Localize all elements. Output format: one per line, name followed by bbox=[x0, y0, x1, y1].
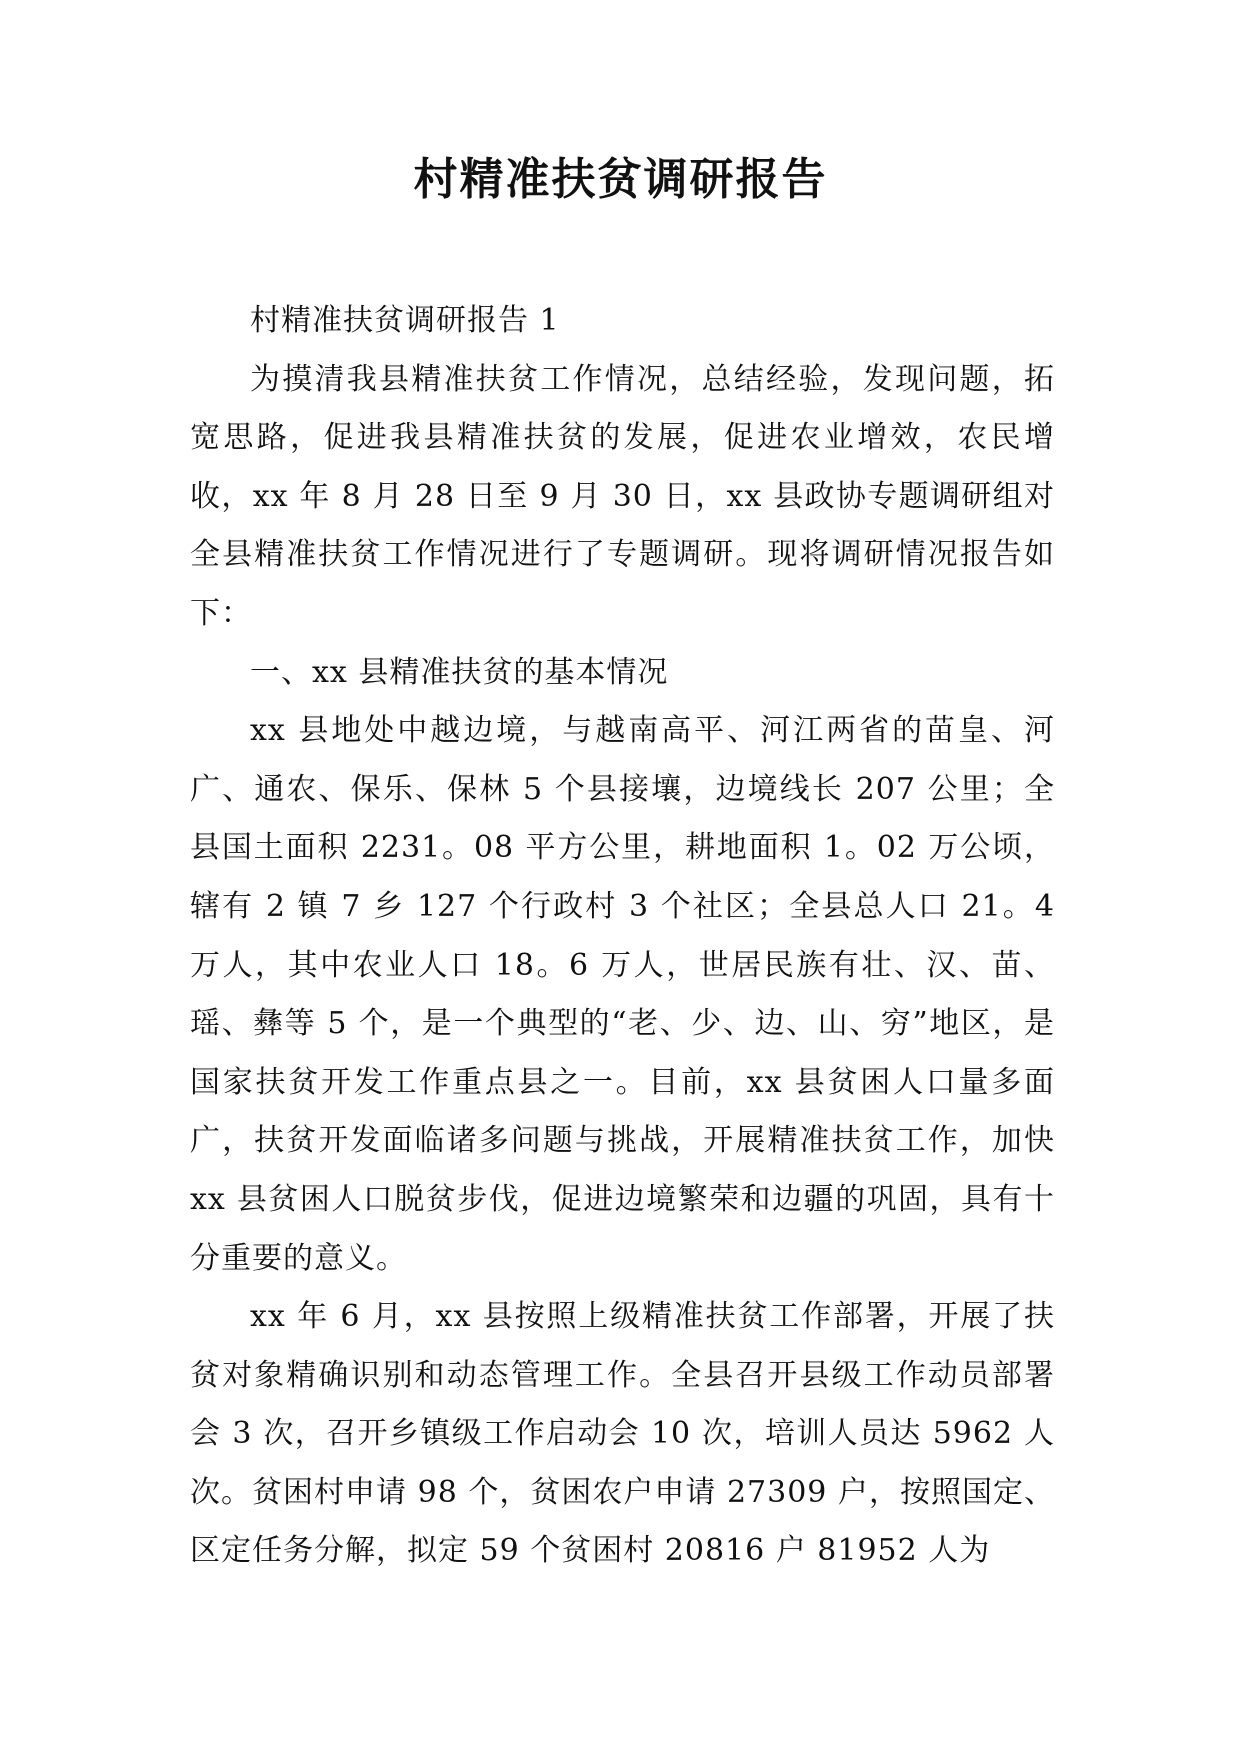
report-subtitle: 村精准扶贫调研报告 1 bbox=[250, 303, 560, 338]
body-paragraph: xx 年 6 月，xx 县按照上级精准扶贫工作部署，开展了扶贫对象精确识别和动态管理工作。全县召开县级工作动员部署会 3 次，召开乡镇级工作启动会 10 次，培训人员达 5962 人次。贫困村申请 98 个，贫困农户申请 27309 户，按照国定、区定任务分解，拟定 59 个贫困村 20816 户 81952 人为 bbox=[190, 1299, 1055, 1569]
body-paragraph: xx 县地处中越边境，与越南高平、河江两省的苗皇、河广、通农、保乐、保林 5 个县接壤，边境线长 207 公里；全县国土面积 2231。08 平方公里，耕地面积 1。02 万公顷，辖有 2 镇 7 乡 127 个行政村 3 个社区；全县总人口 21。4 万人，其中农业人口 18。6 万人，世居民族有壮、汉、苗、瑶、彝等 5 个，是一个典型的“老、少、边、山、穷”地区，是国家扶贫开发工作重点县之一。目前，xx 县贫困人口量多面广，扶贫开发面临诸多问题与挑战，开展精准扶贫工作，加快 xx 县贫困人口脱贫步伐，促进边境繁荣和边疆的巩固，具有十分重要的意义。 bbox=[190, 713, 1055, 1276]
intro-paragraph: 为摸清我县精准扶贫工作情况，总结经验，发现问题，拓宽思路，促进我县精准扶贫的发展，促进农业增效，农民增收，xx 年 8 月 28 日至 9 月 30 日，xx 县政协专题调研组对全县精准扶贫工作情况进行了专题调研。现将调研情况报告如下： bbox=[190, 361, 1055, 631]
document-body bbox=[190, 292, 1055, 1581]
section-heading: 一、xx 县精准扶贫的基本情况 bbox=[250, 654, 669, 690]
document-title: 村精准扶贫调研报告 bbox=[413, 154, 828, 205]
